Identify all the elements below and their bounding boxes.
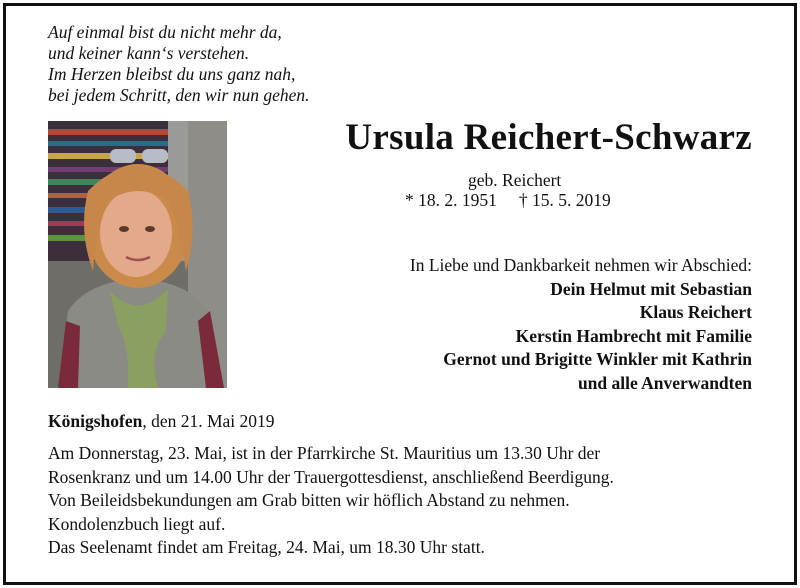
poem-line: Im Herzen bleibst du uns ganz nah, [48,64,296,84]
birth-date: * 18. 2. 1951 [405,190,497,210]
death-date: † 15. 5. 2019 [518,190,611,210]
poem-line: bei jedem Schritt, den wir nun gehen. [48,85,310,105]
life-dates [405,190,611,211]
mourner-name: Klaus Reichert [639,302,752,323]
maiden-name: geb. Reichert [468,170,562,190]
farewell-intro: In Liebe und Dankbarkeit nehmen wir Abschied: [409,255,752,275]
notice-line: Das Seelenamt findet am Freitag, 24. Mai, um 18.30 Uhr statt. [48,537,485,558]
deceased-name: Ursula Reichert-Schwarz [345,117,752,158]
poem-line: und keiner kann‘s verstehen. [48,43,250,63]
mourner-name: und alle Anverwandten [577,372,752,393]
notice-line: Kondolenzbuch liegt auf. [48,513,226,534]
date: , den 21. Mai 2019 [142,411,275,431]
mourner-name: Dein Helmut mit Sebastian [550,278,752,299]
mourner-name: Gernot und Brigitte Winkler mit Kathrin [443,349,752,370]
notice-line: Rosenkranz und um 14.00 Uhr der Trauergottesdienst, anschließend Beerdigung. [48,466,614,487]
mourners-list [410,254,752,396]
portrait-photo [48,121,227,388]
place: Königshofen [48,411,143,431]
notice-line: Von Beileidsbekundungen am Grab bitten wir höflich Abstand zu nehmen. [48,490,570,511]
poem [48,22,309,106]
funeral-notice [48,442,758,560]
poem-line: Auf einmal bist du nicht mehr da, [48,22,282,42]
place-and-date [48,411,275,432]
notice-line: Am Donnerstag, 23. Mai, ist in der Pfarrkirche St. Mauritius um 13.30 Uhr der [48,443,601,463]
mourner-name: Kerstin Hambrecht mit Familie [515,325,752,346]
portrait-photo-illustration [48,121,227,388]
